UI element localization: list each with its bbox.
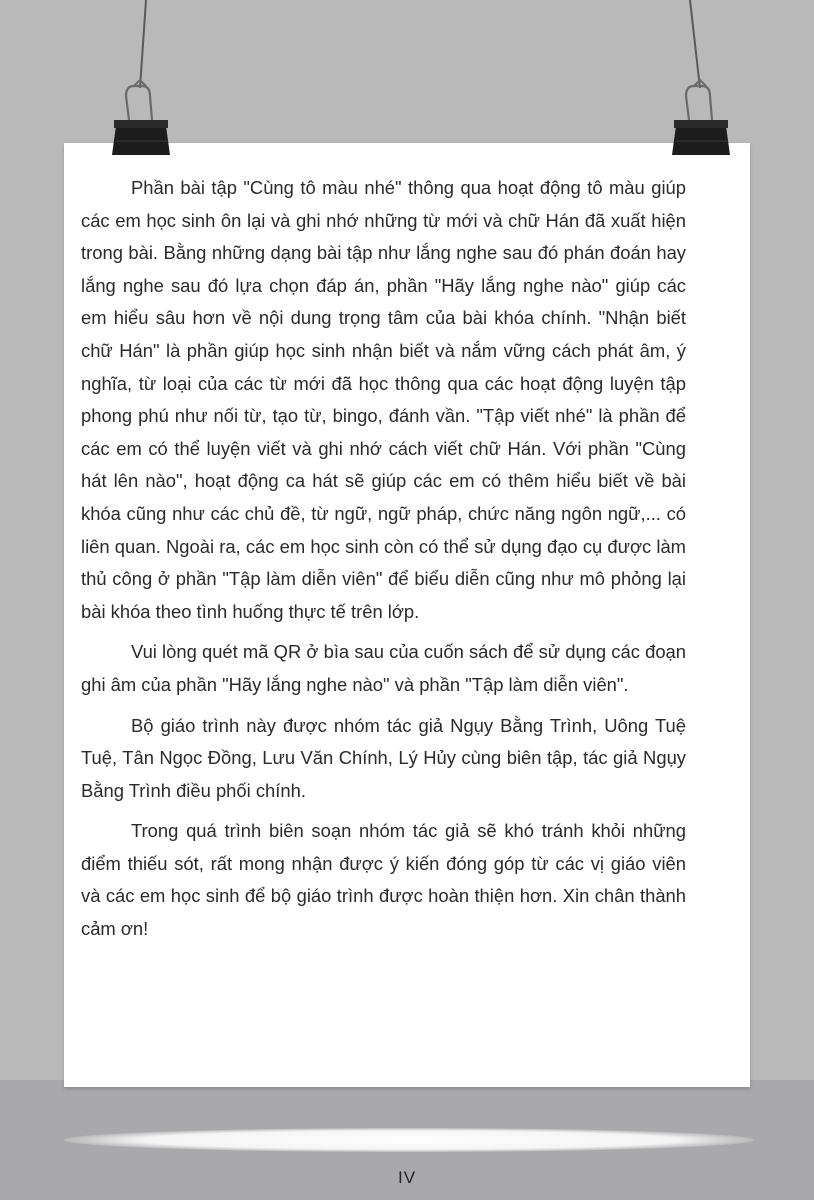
paragraph-exercise-sections: Phần bài tập "Cùng tô màu nhé" thông qua hoạt động tô màu giúp các em học sinh ôn lại và ghi nhớ những từ mới và chữ Hán đã xuất hiện trong bài. Bằng những dạng bài tập như lắng nghe sau đó phán đoán hay lắng nghe sau đó lựa chọn đáp án, phần "Hãy lắng nghe nào" giúp các em hiểu sâu hơn về nội dung trọng tâm của bài khóa chính. "Nhận biết chữ Hán" là phần giúp học sinh nhận biết và nắm vững cách phát âm, ý nghĩa, từ loại của các từ mới đã học thông qua các hoạt động luyện tập phong phú như nối từ, tạo từ, bingo, đánh vần. "Tập viết nhé" là phần để các em có thể luyện viết và ghi nhớ cách viết chữ Hán. Với phần "Cùng hát lên nào", hoạt động ca hát sẽ giúp các em có thêm hiểu biết về bài khóa cũng như các chủ đề, từ ngữ, ngữ pháp, chức năng ngôn ngữ,... có liên quan. Ngoài ra, các em học sinh còn có thể sử dụng đạo cụ được làm thủ công ở phần "Tập làm diễn viên" để biểu diễn cũng như mô phỏng lại bài khóa theo tình huống thực tế trên lớp. [81, 177, 686, 622]
page-number: IV [397, 1168, 417, 1187]
hanging-clips [0, 0, 814, 170]
paragraph-qr-code: Vui lòng quét mã QR ở bìa sau của cuốn sách để sử dụng các đoạn ghi âm của phần "Hãy lắng nghe nào" và phần "Tập làm diễn viên". [81, 641, 686, 695]
paragraph-closing: Trong quá trình biên soạn nhóm tác giả sẽ khó tránh khỏi những điểm thiếu sót, rất mong nhận được ý kiến đóng góp từ các vị giáo viên và các em học sinh để bộ giáo trình được hoàn thiện hơn. Xin chân thành cảm ơn! [81, 820, 686, 940]
preface-text [81, 172, 686, 954]
shelf-highlight [64, 1128, 754, 1152]
paragraph-authors: Bộ giáo trình này được nhóm tác giả Ngụy Bằng Trình, Uông Tuệ Tuệ, Tân Ngọc Đồng, Lưu Văn Chính, Lý Hủy cùng biên tập, tác giả Ngụy Bằng Trình điều phối chính. [81, 714, 686, 801]
binder-clip-icon [112, 80, 170, 155]
left-hanging-string [140, 0, 146, 88]
right-hanging-string [690, 0, 700, 88]
binder-clip-icon [672, 80, 730, 155]
